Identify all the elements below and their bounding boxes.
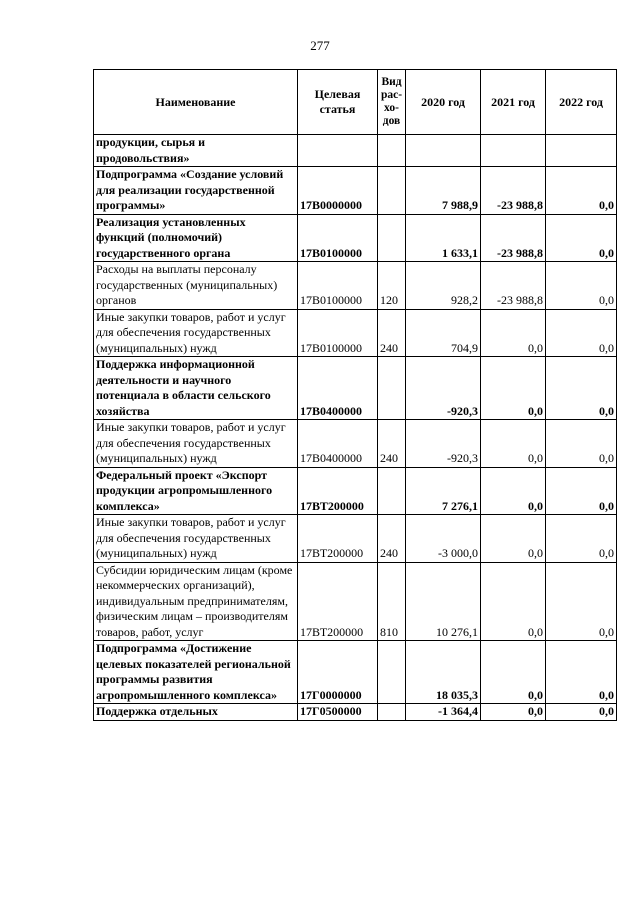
- table-row: [94, 420, 617, 468]
- row-code: 17ВТ200000: [298, 562, 378, 641]
- row-value-2022: 0,0: [546, 704, 617, 721]
- row-value-2021: [481, 135, 546, 167]
- row-name: Расходы на выплаты персоналу государственных (муниципальных) органов: [94, 262, 298, 310]
- row-name: Иные закупки товаров, работ и услуг для обеспечения государственных (муниципальных) нужд: [94, 420, 298, 468]
- row-name: Субсидии юридическим лицам (кроме некоммерческих организаций), индивидуальным предпринимателям, физическим лицам – производителям товаров, работ, услуг: [94, 562, 298, 641]
- row-value-2020: 7 988,9: [406, 167, 481, 215]
- row-value-2021: 0,0: [481, 515, 546, 563]
- row-value-2022: 0,0: [546, 641, 617, 704]
- row-value-2022: 0,0: [546, 262, 617, 310]
- row-value-2021: 0,0: [481, 420, 546, 468]
- row-value-2022: 0,0: [546, 515, 617, 563]
- row-value-2020: -920,3: [406, 357, 481, 420]
- row-expense-type: 120: [378, 262, 406, 310]
- row-value-2020: [406, 135, 481, 167]
- row-value-2022: [546, 135, 617, 167]
- table-row: [94, 357, 617, 420]
- row-name: Реализация установленных функций (полномочий) государственного органа: [94, 214, 298, 262]
- row-value-2022: 0,0: [546, 467, 617, 515]
- row-value-2020: 1 633,1: [406, 214, 481, 262]
- row-value-2022: 0,0: [546, 562, 617, 641]
- row-code: 17ВТ200000: [298, 467, 378, 515]
- table-row: [94, 515, 617, 563]
- row-code: 17В0100000: [298, 309, 378, 357]
- row-value-2021: 0,0: [481, 641, 546, 704]
- row-expense-type: 240: [378, 515, 406, 563]
- row-value-2020: 18 035,3: [406, 641, 481, 704]
- row-expense-type: 240: [378, 420, 406, 468]
- row-expense-type: [378, 167, 406, 215]
- row-value-2020: -3 000,0: [406, 515, 481, 563]
- row-code: 17В0100000: [298, 262, 378, 310]
- row-value-2021: 0,0: [481, 309, 546, 357]
- row-code: 17ВТ200000: [298, 515, 378, 563]
- row-expense-type: [378, 135, 406, 167]
- header-code: Целевая статья: [298, 70, 378, 135]
- row-value-2021: -23 988,8: [481, 214, 546, 262]
- row-name: Подпрограмма «Достижение целевых показателей региональной программы развития агропромышленного комплекса»: [94, 641, 298, 704]
- table-row: [94, 641, 617, 704]
- header-name: Наименование: [94, 70, 298, 135]
- row-code: 17В0400000: [298, 357, 378, 420]
- row-value-2021: 0,0: [481, 562, 546, 641]
- row-value-2021: -23 988,8: [481, 262, 546, 310]
- row-expense-type: [378, 704, 406, 721]
- row-value-2021: 0,0: [481, 357, 546, 420]
- row-value-2020: 7 276,1: [406, 467, 481, 515]
- row-name: Поддержка отдельных: [94, 704, 298, 721]
- row-expense-type: 240: [378, 309, 406, 357]
- row-code: 17Г0000000: [298, 641, 378, 704]
- row-value-2022: 0,0: [546, 214, 617, 262]
- header-2021: 2021 год: [481, 70, 546, 135]
- row-value-2022: 0,0: [546, 167, 617, 215]
- table-row: [94, 262, 617, 310]
- row-value-2020: -1 364,4: [406, 704, 481, 721]
- row-value-2020: -920,3: [406, 420, 481, 468]
- table-row: [94, 309, 617, 357]
- row-code: 17Г0500000: [298, 704, 378, 721]
- row-expense-type: [378, 357, 406, 420]
- table-row: [94, 135, 617, 167]
- row-name: Иные закупки товаров, работ и услуг для обеспечения государственных (муниципальных) нужд: [94, 309, 298, 357]
- row-code: [298, 135, 378, 167]
- row-expense-type: 810: [378, 562, 406, 641]
- table-row: [94, 562, 617, 641]
- row-code: 17В0400000: [298, 420, 378, 468]
- row-expense-type: [378, 467, 406, 515]
- row-value-2021: -23 988,8: [481, 167, 546, 215]
- budget-table: [93, 69, 617, 721]
- table-row: [94, 214, 617, 262]
- row-name: продукции, сырья и продовольствия»: [94, 135, 298, 167]
- row-value-2021: 0,0: [481, 704, 546, 721]
- table-row: [94, 167, 617, 215]
- row-name: Федеральный проект «Экспорт продукции агропромышленного комплекса»: [94, 467, 298, 515]
- row-expense-type: [378, 214, 406, 262]
- row-name: Иные закупки товаров, работ и услуг для обеспечения государственных (муниципальных) нужд: [94, 515, 298, 563]
- header-2020: 2020 год: [406, 70, 481, 135]
- row-value-2020: 928,2: [406, 262, 481, 310]
- table-row: [94, 467, 617, 515]
- row-name: Поддержка информационной деятельности и научного потенциала в области сельского хозяйства: [94, 357, 298, 420]
- header-row: [94, 70, 617, 135]
- row-value-2021: 0,0: [481, 467, 546, 515]
- row-value-2022: 0,0: [546, 357, 617, 420]
- page-number: 277: [310, 38, 330, 53]
- row-name: Подпрограмма «Создание условий для реализации государственной программы»: [94, 167, 298, 215]
- table-row: [94, 704, 617, 721]
- row-value-2022: 0,0: [546, 309, 617, 357]
- row-code: 17В0000000: [298, 167, 378, 215]
- row-value-2022: 0,0: [546, 420, 617, 468]
- header-expense-type: Вид рас-хо-дов: [378, 70, 406, 135]
- header-2022: 2022 год: [546, 70, 617, 135]
- row-expense-type: [378, 641, 406, 704]
- row-value-2020: 10 276,1: [406, 562, 481, 641]
- row-code: 17В0100000: [298, 214, 378, 262]
- row-value-2020: 704,9: [406, 309, 481, 357]
